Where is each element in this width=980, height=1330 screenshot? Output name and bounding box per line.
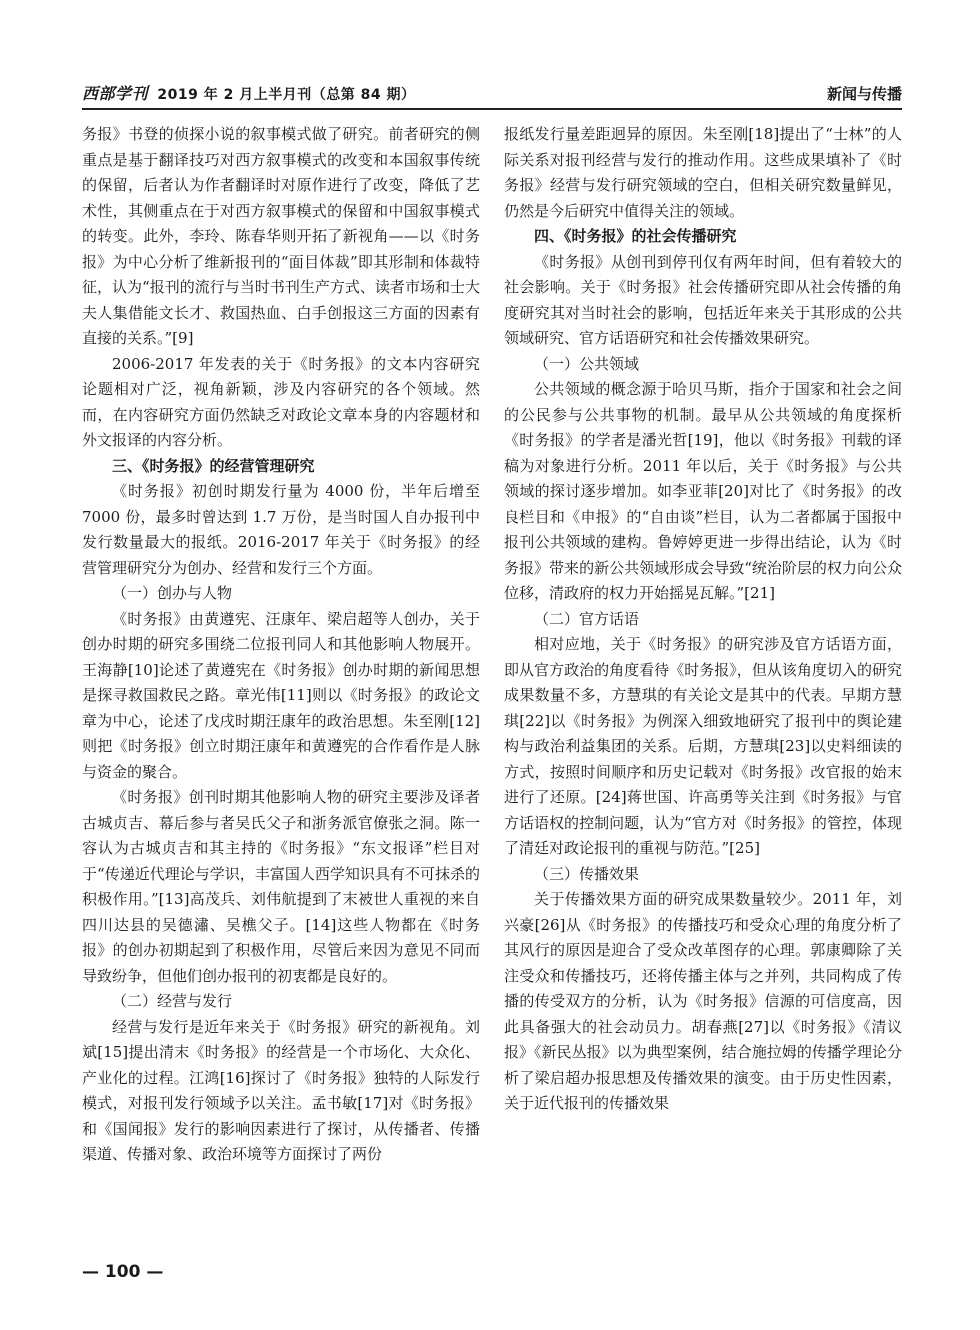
running-header xyxy=(82,74,902,104)
left-section-heading: 三、《时务报》的经营管理研究 xyxy=(112,456,315,475)
page-number: — 100 — xyxy=(82,1262,164,1282)
right-paragraph: 关于传播效果方面的研究成果数量较少。2011 年，刘兴豪[26]从《时务报》的传播技巧和受众心理的角度分析了其风行的原因是迎合了受众改革图存的心理。郭康卿除了关注受众和传播技巧，还将传播主体与之并列，共同构成了传播的传受双方的分析，认为《时务报》信源的可信度高，因此具备强大的社会动员力。胡春燕[27]以《时务报》《清议报》《新民丛报》以为典型案例，结合施拉姆的传播学理论分析了梁启超办报思想及传播效果的演变。由于历史性因素，关于近代报刊的传播效果 xyxy=(504,890,902,1112)
header-rule xyxy=(82,108,902,110)
right-subsection-heading: （三）传播效果 xyxy=(534,864,640,883)
left-subsection-heading: （一）创办与人物 xyxy=(112,584,233,602)
issue-info: 2019 年 2 月上半月刊（总第 84 期） xyxy=(157,87,416,103)
section-title: 新闻与传播 xyxy=(826,85,902,103)
right-paragraph: 公共领域的概念源于哈贝马斯，指介于国家和社会之间的公民参与公共事物的机制。最早从公共领域的角度探析《时务报》的学者是潘光哲[19]，他以《时务报》刊载的译稿为对象进行分析。2011 年以后，关于《时务报》与公共领域的探讨逐步增加。如李亚菲[20]对比了《时务报》的改良栏目和《申报》的“自由谈”栏目，认为二者都属于国报中报刊公共领域的建构。鲁婷婷更进一步得出结论，认为《时务报》带来的新公共领域形成会导致“统治阶层的权力向公众位移，清政府的权力开始摇晃瓦解。”[21] xyxy=(504,380,902,602)
left-paragraph: 《时务报》初创时期发行量为 4000 份，半年后增至 7000 份，最多时曾达到 1.7 万份，是当时国人自办报刊中发行数量最大的报纸。2016-2017 年关于《时务报》的经营管理研究分为创办、经营和发行三个方面。 xyxy=(82,482,480,577)
left-paragraph: 《时务报》由黄遵宪、汪康年、梁启超等人创办，关于创办时期的研究多围绕二位报刊同人和其他影响人物展开。王海静[10]论述了黄遵宪在《时务报》创办时期的新闻思想是探寻救国救民之路。章光伟[11]则以《时务报》的政论文章为中心，论述了戊戌时期汪康年的政治思想。朱至刚[12]则把《时务报》创立时期汪康年和黄遵宪的合作看作是人脉与资金的聚合。 xyxy=(82,609,480,781)
right-column xyxy=(504,122,902,1252)
left-paragraph: 经营与发行是近年来关于《时务报》研究的新视角。刘斌[15]提出清末《时务报》的经营是一个市场化、大众化、产业化的过程。江鸿[16]探讨了《时务报》独特的人际发行模式，对报刊发行领域予以关注。孟书敏[17]对《时务报》和《国闻报》发行的影响因素进行了探讨，从传播者、传播渠道、传播对象、政治环境等方面探讨了两份 xyxy=(82,1017,480,1163)
right-paragraph: 相对应地，关于《时务报》的研究涉及官方话语方面，即从官方政治的角度看待《时务报》，但从该角度切入的研究成果数量不多，方慧琪的有关论文是其中的代表。早期方慧琪[22]以《时务报》为例深入细致地研究了报刊中的舆论建构与政治利益集团的关系。后期，方慧琪[23]以史料细读的方式，按照时间顺序和历史记载对《时务报》改官报的始末进行了还原。[24]蒋世国、许高勇等关注到《时务报》与官方话语权的控制问题，认为“官方对《时务报》的管控，体现了清廷对政论报刊的重视与防范。”[25] xyxy=(504,635,902,857)
right-paragraph: 报纸发行量差距迥异的原因。朱至刚[18]提出了“士林”的人际关系对报刊经营与发行的推动作用。这些成果填补了《时务报》经营与发行研究领域的空白，但相关研究数量鲜见，仍然是今后研究中值得关注的领域。 xyxy=(504,125,902,220)
journal-info xyxy=(82,81,415,104)
left-paragraph: 2006-2017 年发表的关于《时务报》的文本内容研究论题相对广泛，视角新颖，涉及内容研究的各个领域。然而，在内容研究方面仍然缺乏对政论文章本身的内容题材和外文报译的内容分析。 xyxy=(82,354,480,449)
left-column xyxy=(82,122,480,1252)
left-subsection-heading: （二）经营与发行 xyxy=(112,992,233,1010)
journal-name: 西部学刊 xyxy=(82,84,149,103)
body-columns xyxy=(82,122,902,1252)
right-subsection-heading: （二）官方话语 xyxy=(534,609,640,628)
right-subsection-heading: （一）公共领域 xyxy=(534,354,640,373)
left-paragraph: 《时务报》创刊时期其他影响人物的研究主要涉及译者古城贞吉、幕后参与者吴氏父子和浙务派官僚张之洞。陈一容认为古城贞吉和其主持的《时务报》“东文报译”栏目对于“传递近代理论与学识，丰富国人西学知识具有不可抹杀的积极作用。”[13]高茂兵、刘伟航提到了末被世人重视的来自四川达县的吴德潚、吴樵父子。[14]这些人物都在《时务报》的创办初期起到了积极作用，尽管后来因为意见不同而导致纷争，但他们创办报刊的初衷都是良好的。 xyxy=(82,788,480,985)
right-section-heading: 四、《时务报》的社会传播研究 xyxy=(534,227,737,245)
left-paragraph: 务报》书登的侦探小说的叙事模式做了研究。前者研究的侧重点是基于翻译技巧对西方叙事模式的改变和本国叙事传统的保留，后者认为作者翻译时对原作进行了改变，降低了艺术性，其侧重点在于对西方叙事模式的保留和中国叙事模式的转变。此外，李玲、陈春华则开拓了新视角——以《时务报》为中心分析了维新报刊的“面目体裁”即其形制和体裁特征，认为“报刊的流行与当时书刊生产方式、读者市场和士大夫人集借能文长才、救国热血、白手创报这三方面的因素有直接的关系。”[9] xyxy=(82,125,480,347)
right-paragraph: 《时务报》从创刊到停刊仅有两年时间，但有着较大的社会影响。关于《时务报》社会传播研究即从社会传播的角度研究其对当时社会的影响，包括近年来关于其形成的公共领域研究、官方话语研究和社会传播效果研究。 xyxy=(504,252,902,347)
